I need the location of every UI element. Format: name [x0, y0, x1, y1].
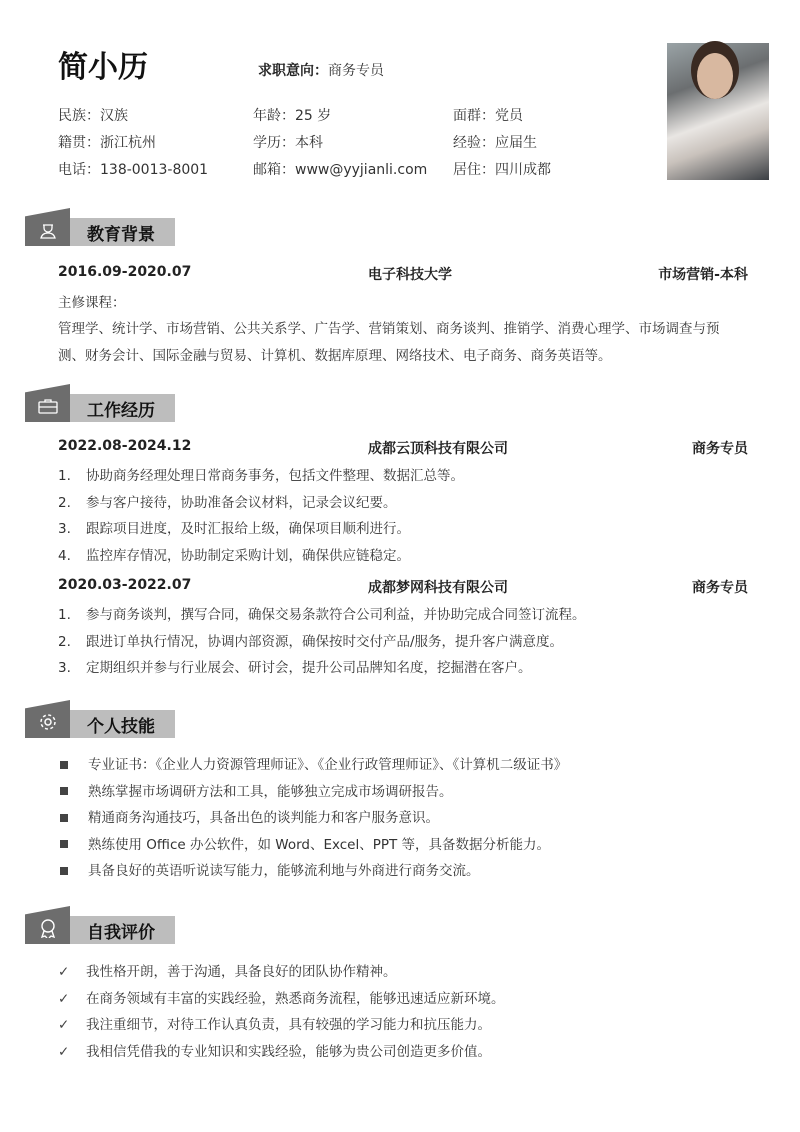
- item-number: 2.: [58, 494, 71, 511]
- self-eval-item: [58, 960, 397, 980]
- section-title: 教育背景: [87, 225, 155, 245]
- item-text: 跟踪项目进度，及时汇报给上级，确保项目顺利进行。: [86, 521, 410, 537]
- info-field: 年龄：25 岁: [253, 108, 332, 124]
- self-eval-item: [58, 1013, 491, 1033]
- section-header-education: [25, 208, 177, 250]
- skill-item: [58, 780, 453, 800]
- check-icon: ✓: [58, 1017, 70, 1033]
- info-field: 邮箱：www@yyjianli.com: [253, 162, 428, 178]
- job-duty-item: [58, 544, 410, 564]
- award-icon: [25, 906, 70, 944]
- item-number: 2.: [58, 633, 71, 650]
- graduate-icon: [25, 208, 70, 246]
- info-field: 经验：应届生: [453, 135, 537, 151]
- courses-label: 主修课程：: [58, 295, 126, 311]
- section-header-work: [25, 384, 177, 426]
- info-field: 民族：汉族: [58, 108, 128, 124]
- job-duty-item: [58, 603, 586, 623]
- item-text: 定期组织并参与行业展会、研讨会，提升公司品牌知名度，挖掘潜在客户。: [86, 660, 532, 676]
- item-text: 参与客户接待，协助准备会议材料，记录会议纪要。: [86, 494, 397, 511]
- skill-item: [58, 753, 567, 773]
- edu-major: 市场营销-本科: [658, 267, 748, 283]
- profile-photo: [667, 43, 769, 180]
- item-number: 3.: [58, 521, 71, 537]
- section-header-skills: [25, 700, 177, 742]
- briefcase-icon: [25, 384, 70, 422]
- resume-title: 简小历: [58, 50, 148, 85]
- job-period: 2022.08-2024.12: [58, 438, 192, 454]
- courses-line: 管理学、统计学、市场营销、公共关系学、广告学、营销策划、商务谈判、推销学、消费心理学、市场调查与预: [58, 321, 720, 337]
- skill-text: 具备良好的英语听说读写能力，能够流利地与外商进行商务交流。: [88, 863, 480, 879]
- skill-item: [58, 806, 439, 826]
- self-eval-text: 我注重细节，对待工作认真负责，具有较强的学习能力和抗压能力。: [86, 1017, 491, 1033]
- self-eval-item: [58, 1040, 491, 1060]
- item-text: 监控库存情况，协助制定采购计划，确保供应链稳定。: [86, 547, 410, 564]
- item-number: 1.: [58, 468, 71, 484]
- skill-text: 专业证书：《企业人力资源管理师证》、《企业行政管理师证》、《计算机二级证书》: [88, 757, 568, 773]
- skill-item: [58, 833, 550, 853]
- check-icon: ✓: [58, 990, 70, 1007]
- skill-item: [58, 859, 480, 879]
- self-eval-text: 我相信凭借我的专业知识和实践经验，能够为贵公司创造更多价值。: [86, 1043, 491, 1060]
- courses-line: 测、财务会计、国际金融与贸易、计算机、数据库原理、网络技术、电子商务、商务英语等。: [58, 348, 612, 364]
- self-eval-item: [58, 987, 505, 1007]
- item-text: 跟进订单执行情况，协调内部资源，确保按时交付产品/服务，提升客户满意度。: [86, 633, 564, 650]
- job-duty-item: [58, 630, 563, 650]
- item-number: 3.: [58, 660, 71, 676]
- info-field: 居住：四川成都: [453, 162, 551, 178]
- job-period: 2020.03-2022.07: [58, 577, 192, 593]
- job-duty-item: [58, 517, 410, 537]
- job-duty-item: [58, 491, 397, 511]
- square-bullet-icon: [60, 761, 68, 769]
- square-bullet-icon: [60, 867, 68, 875]
- square-bullet-icon: [60, 840, 68, 848]
- item-text: 协助商务经理处理日常商务事务，包括文件整理、数据汇总等。: [86, 468, 464, 484]
- job-company: 成都梦网科技有限公司: [368, 580, 508, 596]
- item-number: 4.: [58, 547, 71, 564]
- self-eval-text: 我性格开朗，善于沟通，具备良好的团队协作精神。: [86, 964, 397, 980]
- edu-school: 电子科技大学: [368, 267, 452, 283]
- edu-period: 2016.09-2020.07: [58, 264, 192, 280]
- job-role: 商务专员: [692, 441, 748, 457]
- self-eval-text: 在商务领域有丰富的实践经验，熟悉商务流程，能够迅速适应新环境。: [86, 990, 505, 1007]
- intent-value: 商务专员: [328, 63, 384, 79]
- section-title: 个人技能: [87, 717, 155, 737]
- job-role: 商务专员: [692, 580, 748, 596]
- gear-icon: [25, 700, 70, 738]
- job-duty-item: [58, 464, 464, 484]
- job-intent: [258, 60, 384, 80]
- info-field: 电话：138-0013-8001: [58, 162, 209, 178]
- section-header-self: [25, 906, 177, 948]
- section-title: 工作经历: [87, 401, 155, 421]
- section-title: 自我评价: [87, 923, 155, 943]
- item-number: 1.: [58, 607, 71, 623]
- intent-label: 求职意向：: [258, 63, 328, 79]
- info-field: 学历：本科: [253, 135, 323, 151]
- skill-text: 熟练掌握市场调研方法和工具，能够独立完成市场调研报告。: [88, 783, 453, 800]
- skill-text: 精通商务沟通技巧，具备出色的谈判能力和客户服务意识。: [88, 810, 439, 826]
- item-text: 参与商务谈判，撰写合同，确保交易条款符合公司利益，并协助完成合同签订流程。: [86, 607, 586, 623]
- job-company: 成都云顶科技有限公司: [368, 441, 508, 457]
- job-duty-item: [58, 656, 532, 676]
- check-icon: ✓: [58, 1043, 70, 1060]
- square-bullet-icon: [60, 787, 68, 795]
- info-field: 籍贯：浙江杭州: [58, 135, 156, 151]
- skill-text: 熟练使用 Office 办公软件，如 Word、Excel、PPT 等，具备数据分析能力。: [88, 836, 551, 853]
- info-field: 面群：党员: [453, 108, 523, 124]
- check-icon: ✓: [58, 964, 70, 980]
- square-bullet-icon: [60, 814, 68, 822]
